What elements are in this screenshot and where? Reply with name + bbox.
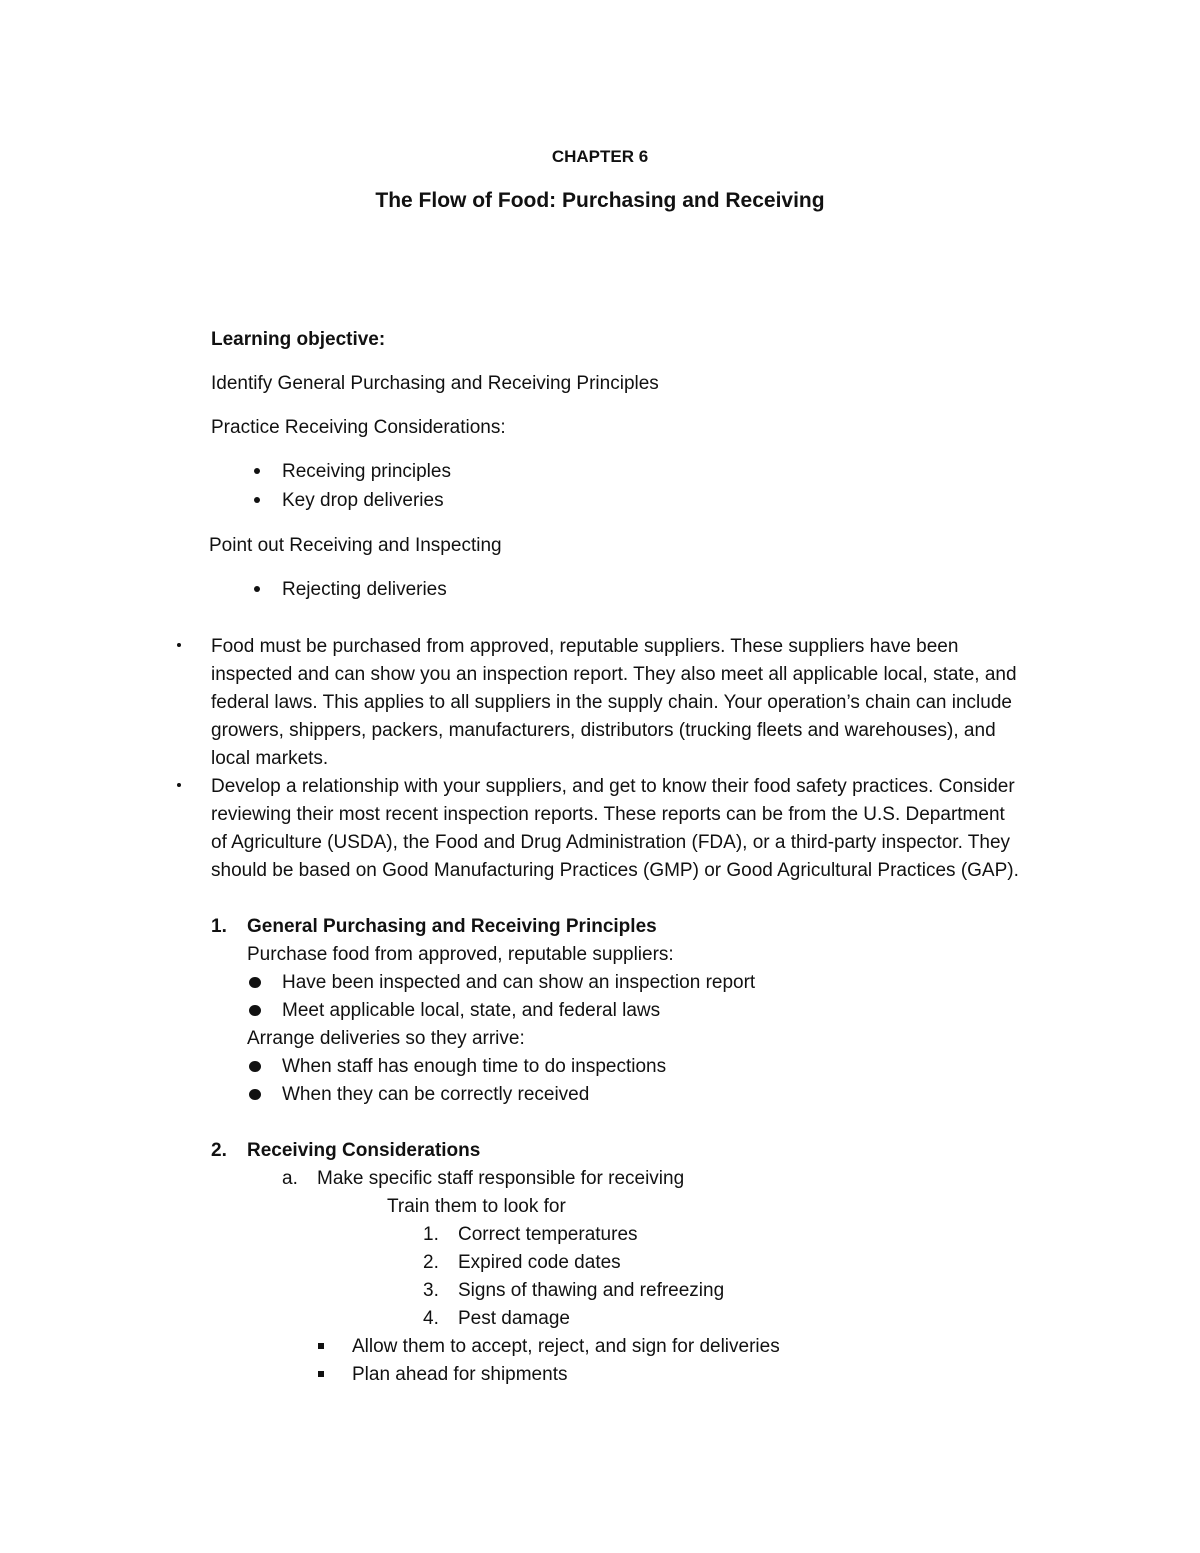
train-item-number: 1. [423,1224,439,1245]
section-1-item: Have been inspected and can show an inspection report [282,972,756,993]
square-item: Plan ahead for shipments [352,1364,568,1385]
bullet-icon [249,1005,261,1016]
section-2-heading: Receiving Considerations [247,1140,481,1161]
section-2-number: 2. [211,1140,227,1161]
section-1-item: When staff has enough time to do inspections [282,1056,667,1077]
train-intro: Train them to look for [387,1196,566,1217]
bullet-icon [177,643,181,647]
learning-objective-heading: Learning objective: [211,329,386,350]
bullet-icon [249,1061,261,1072]
page-title: The Flow of Food: Purchasing and Receiving [375,189,825,212]
paragraph-1-line: federal laws. This applies to all suppliers in the supply chain. Your operation’s chain can include [211,692,1012,713]
chapter-label: CHAPTER 6 [551,147,649,166]
bullet-icon [254,468,260,474]
objective-1: Identify General Purchasing and Receiving Principles [211,373,659,394]
objective-3: Point out Receiving and Inspecting [209,535,502,556]
section-1-item: Meet applicable local, state, and federal laws [282,1000,661,1021]
paragraph-1-line: inspected and can show you an inspection report. They also meet all applicable local, state, and [211,664,1017,685]
paragraph-2-line: of Agriculture (USDA), the Food and Drug Administration (FDA), or a third-party inspector. They [211,832,1011,853]
section-1-intro-2: Arrange deliveries so they arrive: [247,1028,525,1049]
train-item-number: 2. [423,1252,439,1273]
objective-2-item: Receiving principles [282,461,451,482]
train-item-number: 4. [423,1308,439,1329]
section-1-item: When they can be correctly received [282,1084,590,1105]
section-1-heading: General Purchasing and Receiving Principles [247,916,657,937]
train-item: Signs of thawing and refreezing [458,1280,725,1301]
objective-2: Practice Receiving Considerations: [211,417,506,438]
paragraph-1-line: growers, shippers, packers, manufacturers, distributors (trucking fleets and warehouses), and [211,720,996,741]
bullet-icon [249,977,261,988]
paragraph-1-line: local markets. [211,748,329,769]
paragraph-1-line: Food must be purchased from approved, reputable suppliers. These suppliers have been [211,636,959,657]
paragraph-2-line: Develop a relationship with your suppliers, and get to know their food safety practices. Consider [211,776,1015,797]
square-item: Allow them to accept, reject, and sign for deliveries [352,1336,780,1357]
objective-3-item: Rejecting deliveries [282,579,447,600]
section-1-number: 1. [211,916,227,937]
train-item: Expired code dates [458,1252,621,1273]
objective-2-item: Key drop deliveries [282,490,444,511]
paragraph-2-line: reviewing their most recent inspection reports. These reports can be from the U.S. Department [211,804,1005,825]
train-item: Pest damage [458,1308,570,1329]
section-2-sub-a: Make specific staff responsible for receiving [317,1168,685,1189]
square-bullet-icon [318,1343,324,1349]
bullet-icon [254,497,260,503]
train-item-number: 3. [423,1280,439,1301]
bullet-icon [177,783,181,787]
bullet-icon [249,1089,261,1100]
bullet-icon [254,586,260,592]
paragraph-2-line: should be based on Good Manufacturing Practices (GMP) or Good Agricultural Practices (GAP). [211,860,1019,881]
square-bullet-icon [318,1371,324,1377]
section-2-sub-marker: a. [282,1168,298,1189]
train-item: Correct temperatures [458,1224,638,1245]
section-1-intro: Purchase food from approved, reputable suppliers: [247,944,674,965]
